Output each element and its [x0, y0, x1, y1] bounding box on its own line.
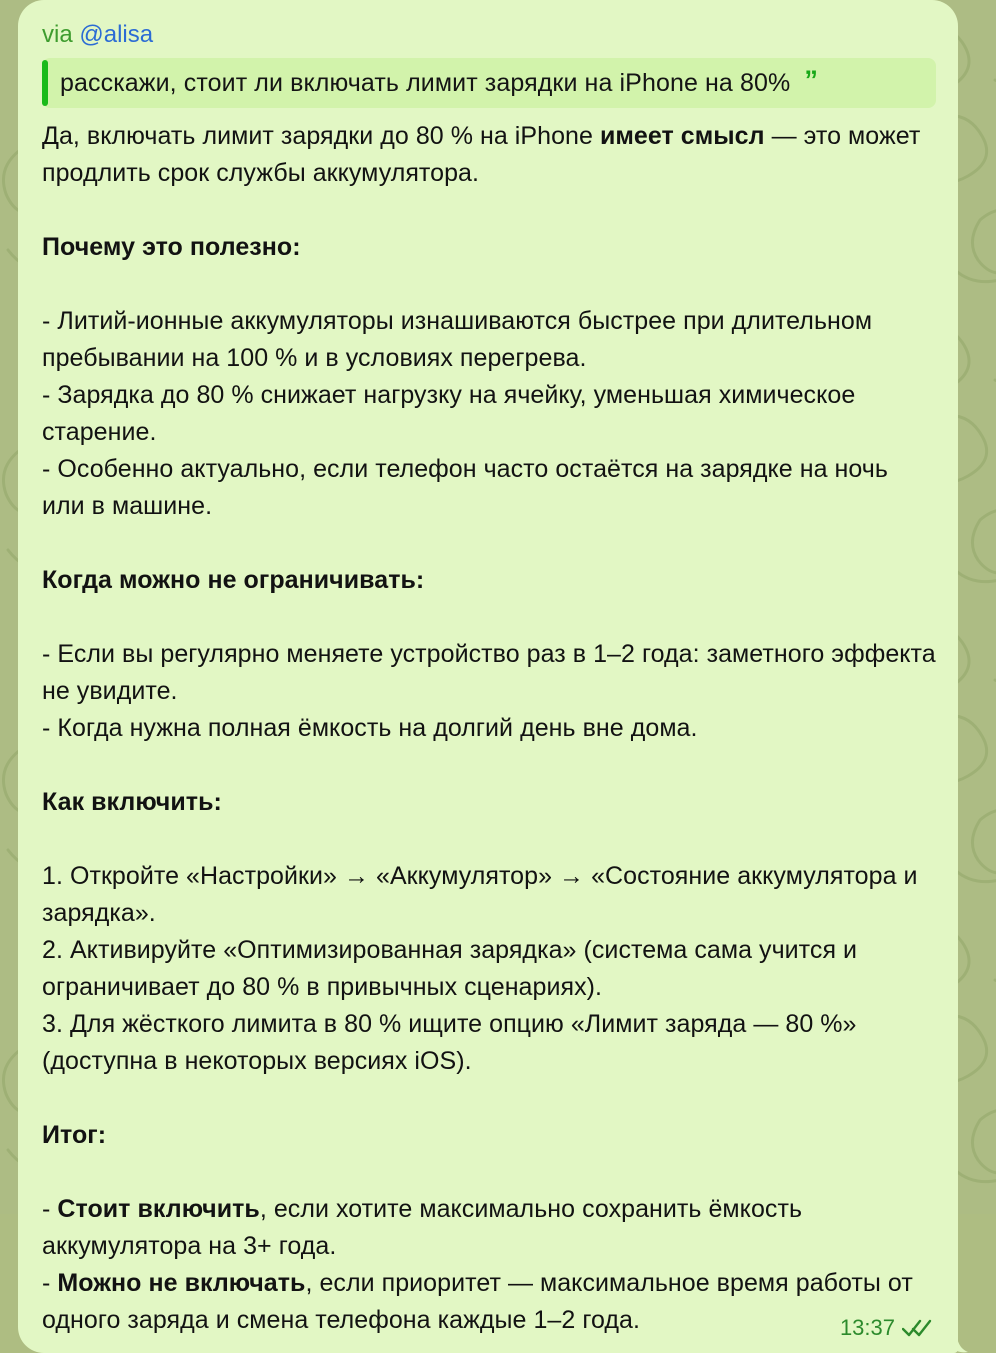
quoted-message-text: расскажи, стоит ли включать лимит зарядки на iPhone на 80%: [60, 67, 790, 99]
spacer: [42, 599, 936, 636]
intro-paragraph: [42, 118, 936, 192]
how-step-1: 1. Откройте «Настройки» → «Аккумулятор» → «Состояние аккумулятора и зарядка».: [42, 858, 936, 932]
spacer: [42, 821, 936, 858]
spacer: [42, 266, 936, 303]
spacer: [42, 525, 936, 562]
spacer: [42, 1154, 936, 1191]
why-line-3: - Особенно актуально, если телефон часто остаётся на зарядке на ночь или в машине.: [42, 451, 936, 525]
spacer: [42, 1080, 936, 1117]
via-username-link[interactable]: @alisa: [79, 21, 153, 48]
spacer: [42, 747, 936, 784]
via-label: via: [42, 21, 73, 48]
message-meta: [840, 1317, 932, 1339]
summary-bullet-1-dash: -: [42, 1195, 57, 1223]
quoted-message[interactable]: [42, 58, 936, 108]
summary-bullet-1-bold: Стоит включить: [57, 1195, 259, 1223]
when-not-line-2: - Когда нужна полная ёмкость на долгий день вне дома.: [42, 710, 936, 747]
how-step-3: 3. Для жёсткого лимита в 80 % ищите опцию «Лимит заряда — 80 %» (доступна в некоторых версиях iOS).: [42, 1006, 936, 1080]
intro-part1: Да, включать лимит зарядки до 80 % на iPhone: [42, 122, 600, 150]
summary-bullet-2: [42, 1265, 936, 1339]
quote-accent-bar: [42, 60, 48, 106]
intro-bold: имеет смысл: [600, 122, 765, 150]
bubble-tail: [946, 1327, 968, 1353]
summary-bullet-1: [42, 1191, 936, 1265]
timestamp: 13:37: [840, 1317, 895, 1339]
summary-bullet-2-dash: -: [42, 1269, 57, 1297]
why-line-2: - Зарядка до 80 % снижает нагрузку на ячейку, уменьшая химическое старение.: [42, 377, 936, 451]
double-check-icon: [902, 1318, 932, 1338]
summary-bullet-2-bold: Можно не включать: [57, 1269, 305, 1297]
via-line: [42, 20, 936, 50]
how-step-2: 2. Активируйте «Оптимизированная зарядка» (система сама учится и ограничивает до 80 % в привычных сценариях).: [42, 932, 936, 1006]
intro-part2: — это может продлить срок службы аккумулятора.: [42, 122, 920, 187]
why-line-1: - Литий-ионные аккумуляторы изнашиваются быстрее при длительном пребывании на 100 % и в условиях перегрева.: [42, 303, 936, 377]
summary-bullet-1-rest: , если хотите максимально сохранить ёмкость аккумулятора на 3+ года.: [42, 1195, 802, 1260]
message-bubble[interactable]: [18, 0, 958, 1353]
heading-when-not: Когда можно не ограничивать:: [42, 562, 936, 599]
summary-bullet-2-rest: , если приоритет — максимальное время работы от одного заряда и смена телефона каждые 1–2 года.: [42, 1269, 913, 1334]
heading-summary: Итог:: [42, 1117, 936, 1154]
heading-how: Как включить:: [42, 784, 936, 821]
heading-why: Почему это полезно:: [42, 229, 936, 266]
spacer: [42, 192, 936, 229]
when-not-line-1: - Если вы регулярно меняете устройство раз в 1–2 года: заметного эффекта не увидите.: [42, 636, 936, 710]
message-text: [42, 118, 936, 1339]
quote-mark-icon: ”: [804, 69, 818, 91]
